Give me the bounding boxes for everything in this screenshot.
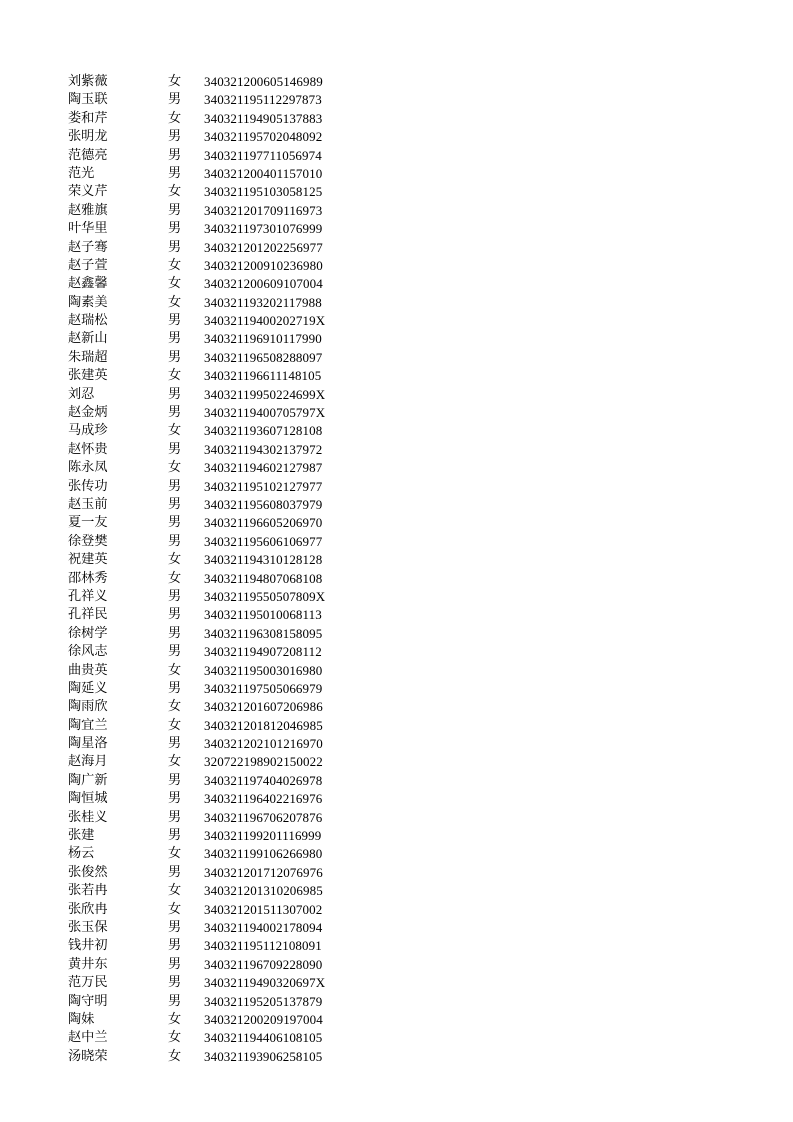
table-row: [68, 165, 368, 183]
id-number-cell: 340321200209197004: [204, 1011, 323, 1027]
sex-cell: 男: [168, 331, 182, 347]
name-cell: 张俊然: [68, 864, 108, 880]
sex-cell: 女: [168, 74, 182, 89]
sex-cell: 男: [168, 975, 182, 991]
table-row: [68, 606, 368, 624]
table-row: [68, 367, 368, 385]
sex-cell: 女: [168, 1011, 182, 1027]
id-number-cell: 340321201310206985: [204, 883, 323, 899]
sex-cell: 男: [168, 736, 182, 752]
id-number-cell: 340321195112108091: [204, 938, 322, 954]
id-number-cell: 340321195112297873: [204, 92, 322, 108]
name-cell: 张欣冉: [68, 901, 108, 917]
sex-cell: 男: [168, 919, 182, 935]
name-cell: 赵子萱: [68, 257, 108, 273]
id-number-cell: 340321194310128128: [204, 552, 323, 568]
name-cell: 马成珍: [68, 423, 108, 439]
sex-cell: 女: [168, 717, 182, 733]
sex-cell: 女: [168, 276, 182, 292]
name-cell: 赵玉前: [68, 496, 108, 512]
table-row: [68, 753, 368, 771]
name-cell: 徐登樊: [68, 533, 108, 549]
id-number-cell: 340321201202256977: [204, 239, 323, 255]
table-row: [68, 1011, 368, 1029]
name-cell: 陶宜兰: [68, 717, 108, 733]
table-row: [68, 809, 368, 827]
table-row: [68, 698, 368, 716]
sex-cell: 女: [168, 368, 182, 384]
id-number-cell: 340321193906258105: [204, 1048, 323, 1064]
name-cell: 陶玉联: [68, 92, 108, 108]
sex-cell: 女: [168, 901, 182, 917]
name-cell: 赵海月: [68, 754, 108, 770]
id-number-cell: 340321196611148105: [204, 368, 322, 384]
sex-cell: 男: [168, 441, 182, 457]
sex-cell: 男: [168, 147, 182, 163]
sex-cell: 男: [168, 221, 182, 237]
name-cell: 陶雨欣: [68, 699, 108, 715]
id-number-cell: 340321197301076999: [204, 221, 323, 237]
id-number-cell: 340321193607128108: [204, 423, 323, 439]
id-number-cell: 340321201511307002: [204, 901, 323, 917]
name-cell: 荣义芹: [68, 184, 108, 200]
table-row: [68, 570, 368, 588]
record-table: [68, 73, 368, 1066]
name-cell: 张桂义: [68, 809, 108, 825]
sex-cell: 女: [168, 846, 182, 862]
id-number-cell: 340321200401157010: [204, 165, 323, 181]
name-cell: 张传功: [68, 478, 108, 494]
sex-cell: 男: [168, 313, 182, 329]
id-number-cell: 340321197404026978: [204, 772, 323, 788]
name-cell: 汤晓荣: [68, 1048, 108, 1064]
sex-cell: 女: [168, 184, 182, 200]
name-cell: 范德亮: [68, 147, 108, 163]
id-number-cell: 340321196402216976: [204, 791, 323, 807]
table-row: [68, 643, 368, 661]
table-row: [68, 717, 368, 735]
id-number-cell: 340321195608037979: [204, 496, 323, 512]
id-number-cell: 340321201607206986: [204, 699, 323, 715]
id-number-cell: 340321195606106977: [204, 533, 323, 549]
name-cell: 陶恒城: [68, 791, 108, 807]
name-cell: 陶广新: [68, 772, 108, 788]
sex-cell: 男: [168, 405, 182, 421]
table-row: [68, 956, 368, 974]
table-row: [68, 1048, 368, 1066]
table-row: [68, 864, 368, 882]
id-number-cell: 340321197711056974: [204, 147, 322, 163]
table-row: [68, 901, 368, 919]
id-number-cell: 340321196709228090: [204, 956, 323, 972]
table-row: [68, 625, 368, 643]
name-cell: 张若冉: [68, 883, 108, 899]
id-number-cell: 340321196706207876: [204, 809, 323, 825]
sex-cell: 女: [168, 294, 182, 310]
table-row: [68, 993, 368, 1011]
name-cell: 邵林秀: [68, 570, 108, 586]
id-number-cell: 34032119490320697X: [204, 975, 326, 991]
id-number-cell: 34032119400202719X: [204, 313, 326, 329]
sex-cell: 男: [168, 533, 182, 549]
name-cell: 张建: [68, 828, 95, 844]
table-row: [68, 478, 368, 496]
table-row: [68, 330, 368, 348]
name-cell: 张明龙: [68, 129, 108, 145]
table-row: [68, 662, 368, 680]
sex-cell: 男: [168, 772, 182, 788]
table-row: [68, 110, 368, 128]
name-cell: 钱井初: [68, 938, 108, 954]
table-row: [68, 386, 368, 404]
id-number-cell: 320722198902150022: [204, 754, 323, 770]
name-cell: 黄井东: [68, 956, 108, 972]
sex-cell: 女: [168, 883, 182, 899]
id-number-cell: 340321195702048092: [204, 129, 323, 145]
table-row: [68, 882, 368, 900]
table-row: [68, 275, 368, 293]
id-number-cell: 340321197505066979: [204, 680, 323, 696]
name-cell: 刘忍: [68, 386, 95, 402]
id-number-cell: 340321195103058125: [204, 184, 323, 200]
id-number-cell: 340321196910117990: [204, 331, 322, 347]
table-row: [68, 128, 368, 146]
table-row: [68, 551, 368, 569]
name-cell: 范光: [68, 165, 95, 181]
name-cell: 赵新山: [68, 331, 108, 347]
name-cell: 范万民: [68, 975, 108, 991]
sex-cell: 男: [168, 993, 182, 1009]
name-cell: 杨云: [68, 846, 95, 862]
name-cell: 陶延义: [68, 680, 108, 696]
id-number-cell: 340321194002178094: [204, 919, 323, 935]
name-cell: 朱瑞超: [68, 349, 108, 365]
name-cell: 曲贵英: [68, 662, 108, 678]
name-cell: 赵子骞: [68, 239, 108, 255]
id-number-cell: 340321202101216970: [204, 736, 323, 752]
sex-cell: 男: [168, 956, 182, 972]
sex-cell: 男: [168, 938, 182, 954]
name-cell: 徐风志: [68, 644, 108, 660]
table-row: [68, 735, 368, 753]
sex-cell: 女: [168, 570, 182, 586]
table-row: [68, 91, 368, 109]
sex-cell: 男: [168, 202, 182, 218]
name-cell: 孔祥义: [68, 588, 108, 604]
sex-cell: 男: [168, 625, 182, 641]
id-number-cell: 340321199106266980: [204, 846, 323, 862]
table-row: [68, 441, 368, 459]
id-number-cell: 340321200605146989: [204, 74, 323, 89]
id-number-cell: 340321200609107004: [204, 276, 323, 292]
sex-cell: 女: [168, 110, 182, 126]
table-row: [68, 257, 368, 275]
table-row: [68, 533, 368, 551]
table-row: [68, 239, 368, 257]
id-number-cell: 340321194905137883: [204, 110, 323, 126]
id-number-cell: 34032119550507809X: [204, 588, 326, 604]
id-number-cell: 34032119950224699X: [204, 386, 326, 402]
id-number-cell: 340321194907208112: [204, 644, 322, 660]
id-number-cell: 340321200910236980: [204, 257, 323, 273]
sex-cell: 女: [168, 1030, 182, 1046]
id-number-cell: 340321201712076976: [204, 864, 323, 880]
sex-cell: 男: [168, 791, 182, 807]
id-number-cell: 340321196605206970: [204, 515, 323, 531]
id-number-cell: 340321195102127977: [204, 478, 323, 494]
table-row: [68, 349, 368, 367]
table-row: [68, 404, 368, 422]
name-cell: 张玉保: [68, 919, 108, 935]
table-row: [68, 790, 368, 808]
sex-cell: 男: [168, 607, 182, 623]
id-number-cell: 340321195010068113: [204, 607, 322, 623]
id-number-cell: 34032119400705797X: [204, 405, 326, 421]
table-row: [68, 772, 368, 790]
name-cell: 娄和芹: [68, 110, 108, 126]
name-cell: 陶素美: [68, 294, 108, 310]
name-cell: 赵瑞松: [68, 313, 108, 329]
id-number-cell: 340321195205137879: [204, 993, 323, 1009]
sex-cell: 男: [168, 92, 182, 108]
sex-cell: 女: [168, 662, 182, 678]
sex-cell: 女: [168, 754, 182, 770]
name-cell: 刘紫薇: [68, 74, 108, 89]
name-cell: 赵怀贵: [68, 441, 108, 457]
table-row: [68, 1029, 368, 1047]
sex-cell: 女: [168, 699, 182, 715]
sex-cell: 男: [168, 478, 182, 494]
table-row: [68, 147, 368, 165]
name-cell: 赵鑫馨: [68, 276, 108, 292]
sex-cell: 男: [168, 515, 182, 531]
id-number-cell: 340321194406108105: [204, 1030, 323, 1046]
sex-cell: 男: [168, 165, 182, 181]
table-row: [68, 312, 368, 330]
name-cell: 夏一友: [68, 515, 108, 531]
sex-cell: 女: [168, 257, 182, 273]
sex-cell: 女: [168, 460, 182, 476]
id-number-cell: 340321196308158095: [204, 625, 323, 641]
table-row: [68, 202, 368, 220]
id-number-cell: 340321194602127987: [204, 460, 323, 476]
sex-cell: 女: [168, 423, 182, 439]
id-number-cell: 340321201709116973: [204, 202, 323, 218]
id-number-cell: 340321194807068108: [204, 570, 323, 586]
name-cell: 徐树学: [68, 625, 108, 641]
table-row: [68, 220, 368, 238]
id-number-cell: 340321199201116999: [204, 828, 322, 844]
name-cell: 张建英: [68, 368, 108, 384]
sex-cell: 男: [168, 386, 182, 402]
sex-cell: 男: [168, 828, 182, 844]
id-number-cell: 340321196508288097: [204, 349, 323, 365]
name-cell: 陶星洛: [68, 736, 108, 752]
sex-cell: 男: [168, 129, 182, 145]
table-row: [68, 459, 368, 477]
sex-cell: 女: [168, 1048, 182, 1064]
name-cell: 孔祥民: [68, 607, 108, 623]
id-number-cell: 340321194302137972: [204, 441, 323, 457]
table-row: [68, 680, 368, 698]
table-row: [68, 496, 368, 514]
id-number-cell: 340321195003016980: [204, 662, 323, 678]
sex-cell: 男: [168, 349, 182, 365]
name-cell: 叶华里: [68, 221, 108, 237]
id-number-cell: 340321201812046985: [204, 717, 323, 733]
name-cell: 赵雅旗: [68, 202, 108, 218]
sex-cell: 男: [168, 588, 182, 604]
sex-cell: 男: [168, 496, 182, 512]
name-cell: 赵金炳: [68, 405, 108, 421]
name-cell: 陈永凤: [68, 460, 108, 476]
table-row: [68, 183, 368, 201]
table-row: [68, 73, 368, 91]
table-row: [68, 919, 368, 937]
sex-cell: 男: [168, 239, 182, 255]
table-row: [68, 827, 368, 845]
sex-cell: 男: [168, 680, 182, 696]
name-cell: 赵中兰: [68, 1030, 108, 1046]
sex-cell: 男: [168, 644, 182, 660]
sex-cell: 男: [168, 864, 182, 880]
sex-cell: 女: [168, 552, 182, 568]
table-row: [68, 974, 368, 992]
name-cell: 陶守明: [68, 993, 108, 1009]
name-cell: 陶妹: [68, 1011, 95, 1027]
name-cell: 祝建英: [68, 552, 108, 568]
table-row: [68, 422, 368, 440]
table-row: [68, 588, 368, 606]
sex-cell: 男: [168, 809, 182, 825]
table-row: [68, 514, 368, 532]
table-row: [68, 294, 368, 312]
table-row: [68, 937, 368, 955]
id-number-cell: 340321193202117988: [204, 294, 322, 310]
table-row: [68, 845, 368, 863]
